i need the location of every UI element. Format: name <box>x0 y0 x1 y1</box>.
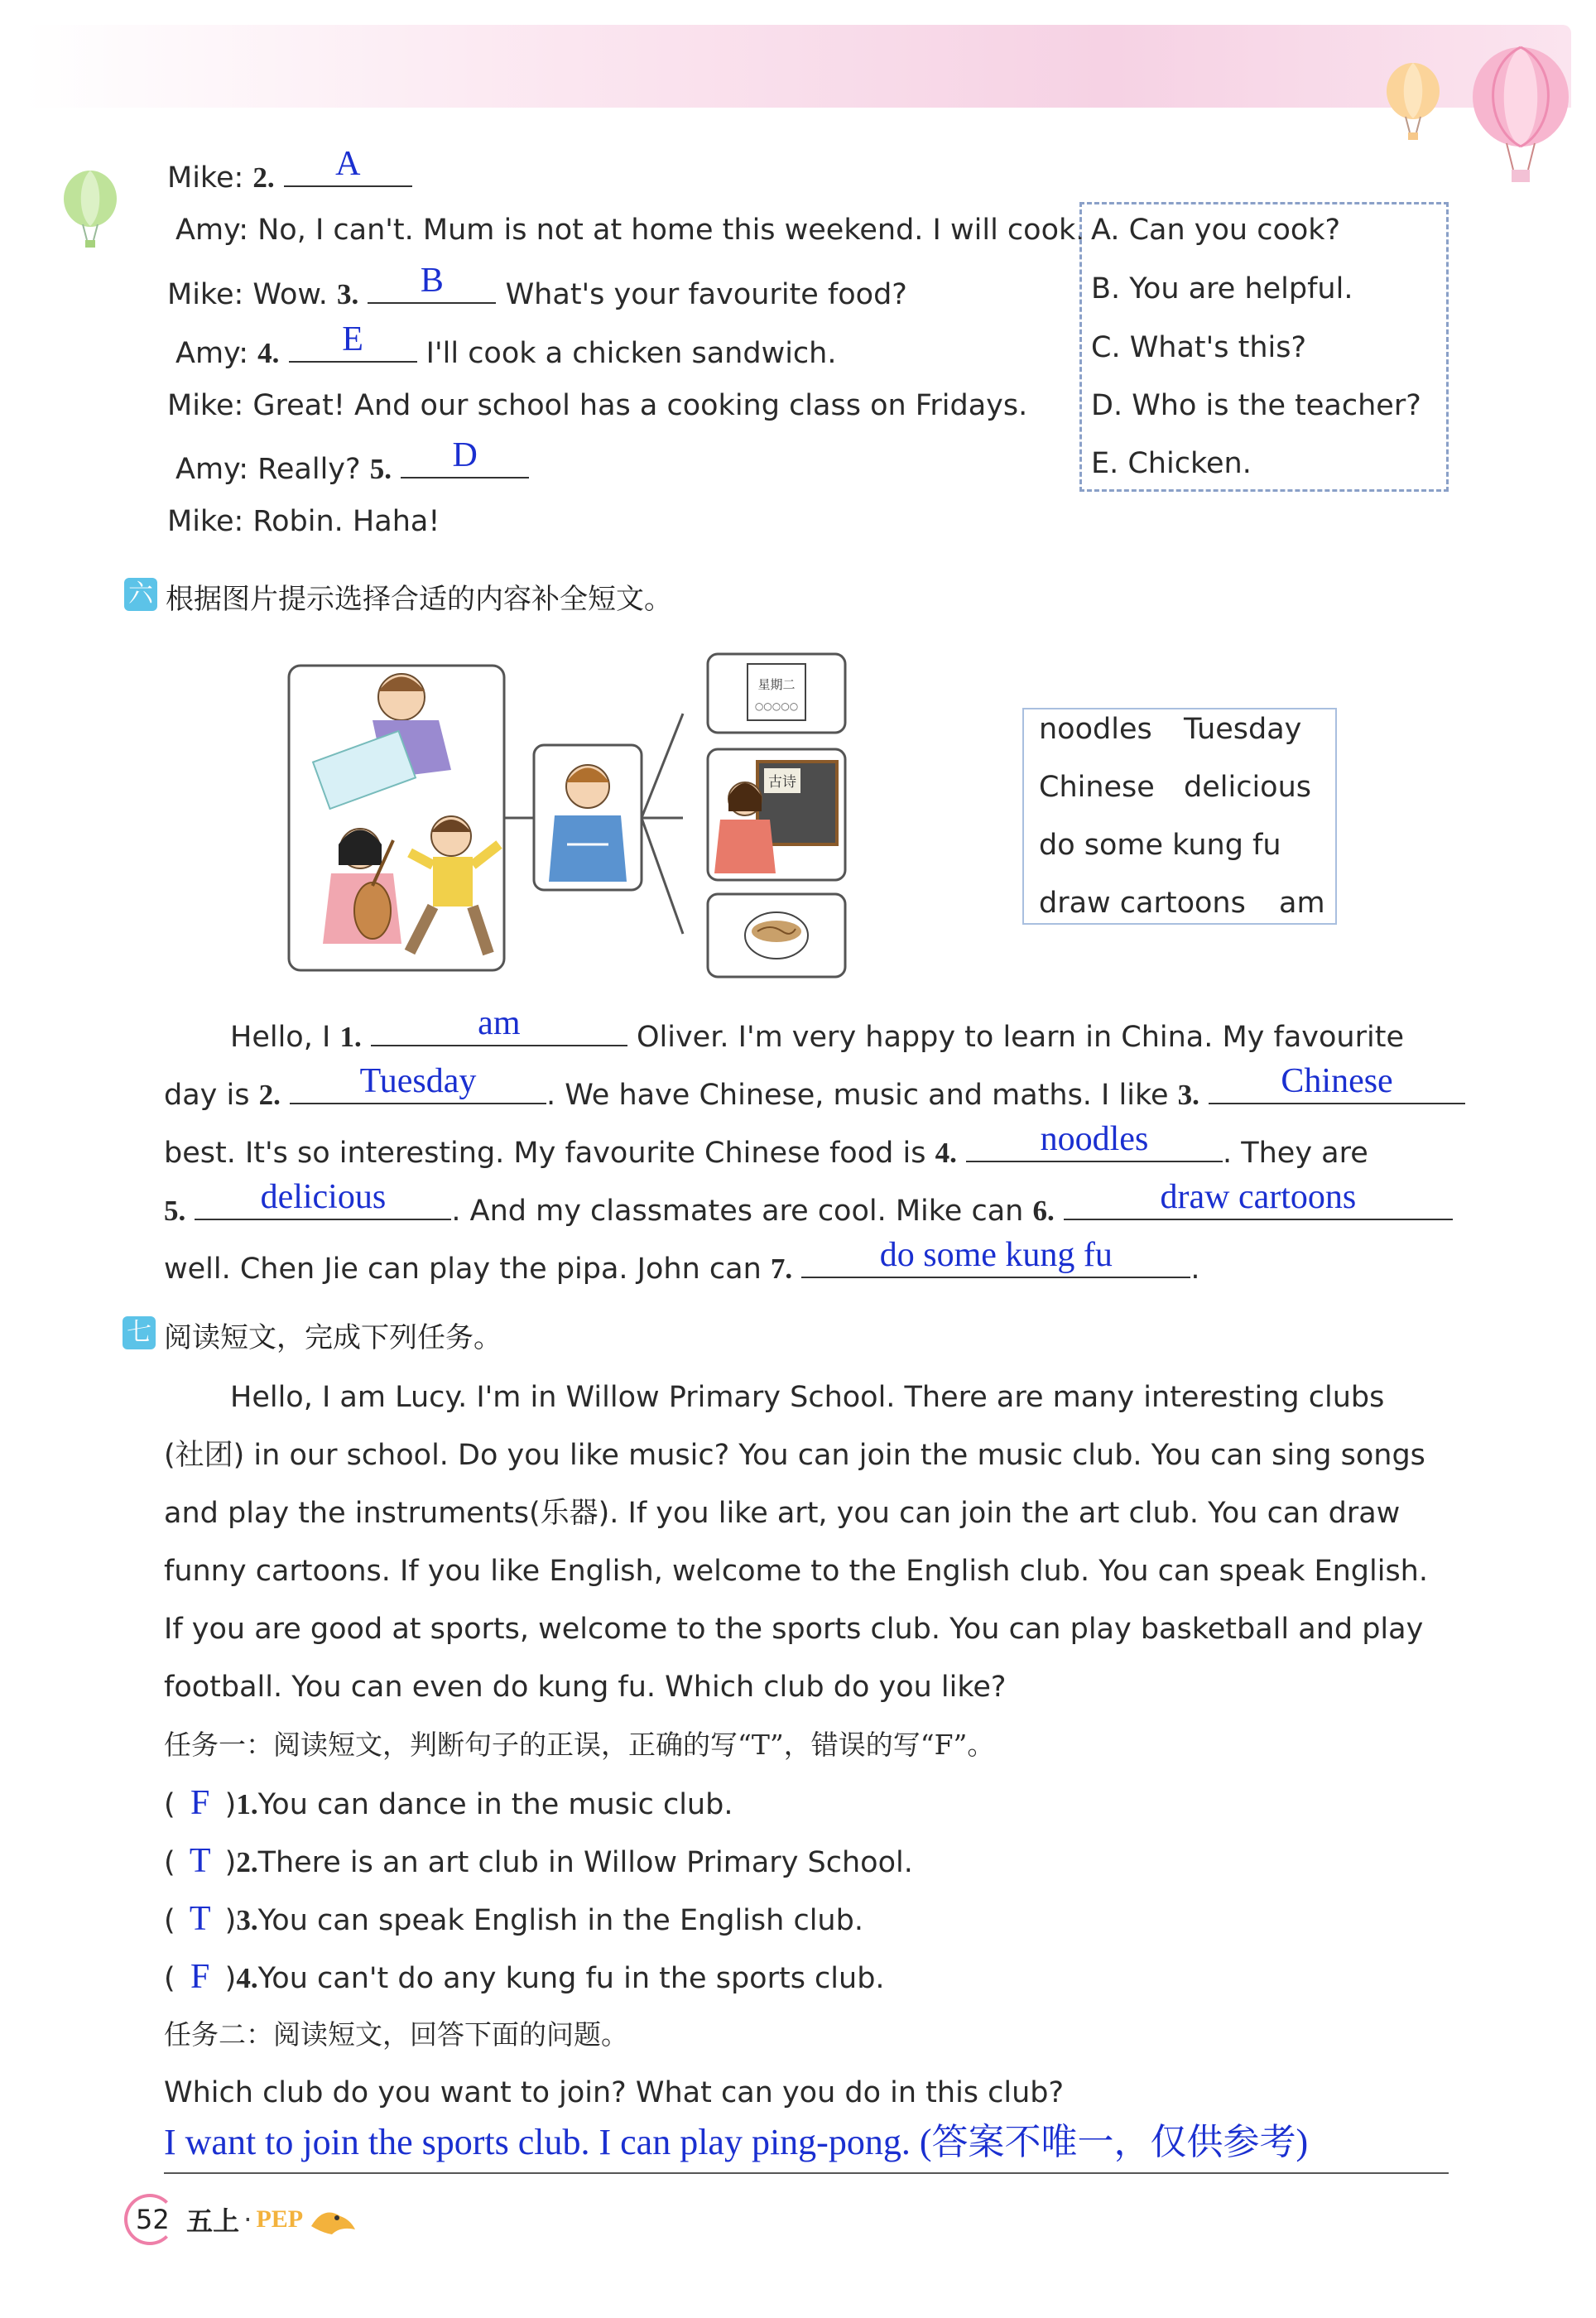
answer-text: delicious <box>260 1178 387 1216</box>
section-7-title: 阅读短文，完成下列任务。 <box>164 1321 502 1354</box>
edition-label: PEP <box>256 2205 304 2233</box>
footer <box>124 2194 357 2243</box>
answer-blank[interactable] <box>195 1178 451 1220</box>
passage-text: well. Chen Jie can play the pipa. John can <box>164 1253 762 1286</box>
question-number: 2. <box>252 161 275 194</box>
answer-text: A <box>335 145 361 183</box>
reading-line-1: Hello, I am Lucy. I'm in Willow Primary School. There are many interesting clubs <box>230 1381 1385 1414</box>
reading-line-6: football. You can even do kung fu. Which club do you like? <box>164 1671 1007 1704</box>
task-2-title: 任务二：阅读短文，回答下面的问题。 <box>164 2018 628 2051</box>
answer-text: noodles <box>1040 1120 1149 1158</box>
reading-line-3: and play the instruments(乐器). If you like art, you can join the art club. You can draw <box>164 1497 1401 1530</box>
header-band <box>25 25 1571 116</box>
separator: · <box>243 2204 252 2235</box>
judgement-text: There is an art club in Willow Primary School. <box>257 1846 913 1879</box>
option-e: E. Chicken. <box>1091 447 1252 480</box>
answer-blank[interactable] <box>284 145 412 187</box>
section-6-title: 根据图片提示选择合适的内容补全短文。 <box>166 583 672 616</box>
question-number: 4. <box>257 337 280 369</box>
answer-text: B <box>420 262 444 300</box>
answer-text: Tuesday <box>359 1062 477 1100</box>
speaker-mike: Mike: <box>167 161 244 195</box>
section-6-badge: 六 <box>124 578 157 611</box>
page-number: 52 <box>136 2204 170 2235</box>
passage-line-4 <box>164 1178 1453 1231</box>
passage-text: . <box>1190 1253 1200 1286</box>
reading-line-5: If you are good at sports, welcome to the sports club. You can play basketball and play <box>164 1613 1424 1646</box>
question-number: 4. <box>236 1962 258 1994</box>
dialogue-line-2: Amy: No, I can't. Mum is not at home this weekend. I will cook. <box>175 214 1085 247</box>
passage-text: Oliver. I'm very happy to learn in China. My favourite <box>636 1021 1404 1054</box>
answer-blank[interactable] <box>801 1236 1190 1278</box>
answer-text: do some kung fu <box>879 1236 1113 1274</box>
question-number: 6. <box>1032 1195 1055 1227</box>
question-number: 5. <box>369 453 392 485</box>
dialogue-line-3 <box>167 262 907 315</box>
calendar-label: 星期二 <box>757 677 796 692</box>
word-tuesday: Tuesday <box>1184 713 1302 746</box>
reading-line-2: (社团) in our school. Do you like music? You can join the music club. You can sing songs <box>164 1439 1425 1472</box>
dialogue-line-6 <box>175 436 529 489</box>
answer-text: D <box>452 436 478 474</box>
passage-line-1 <box>230 1004 1404 1057</box>
task-2-answer[interactable]: I want to join the sports club. I can play ping-pong. (答案不唯一，仅供参考) <box>164 2122 1309 2162</box>
judgement-answer[interactable]: T <box>189 1842 211 1880</box>
page-number-circle <box>124 2194 175 2245</box>
section-7-badge: 七 <box>123 1316 156 1349</box>
judgement-answer[interactable]: F <box>190 1958 210 1996</box>
judgement-text: You can dance in the music club. <box>257 1788 733 1821</box>
word-do-some-kung-fu: do some kung fu <box>1039 829 1281 862</box>
reading-line-4: funny cartoons. If you like English, welcome to the English club. You can speak English. <box>164 1555 1428 1588</box>
answer-blank[interactable] <box>371 1004 627 1046</box>
speaker-mike: Mike: Wow. <box>167 278 328 311</box>
passage-text: Hello, I <box>230 1021 331 1054</box>
answer-blank[interactable] <box>289 320 417 363</box>
judgement-1: ( F )1.You can dance in the music club. <box>164 1784 733 1822</box>
passage-text: day is <box>164 1079 250 1112</box>
green-balloon-icon <box>60 170 122 252</box>
dialogue-line-5: Mike: Great! And our school has a cooking class on Fridays. <box>167 389 1028 422</box>
dialogue-line-7: Mike: Robin. Haha! <box>167 505 440 538</box>
judgement-2: ( T )2.There is an art club in Willow Primary School. <box>164 1842 913 1880</box>
question-number: 2. <box>258 1079 281 1111</box>
task-2-question: Which club do you want to join? What can you do in this club? <box>164 2076 1065 2109</box>
small-balloon-icon <box>1382 62 1445 145</box>
passage-text: . They are <box>1222 1137 1368 1170</box>
answer-text: am <box>478 1004 521 1042</box>
speaker-amy: Amy: Really? <box>175 453 361 486</box>
answer-blank[interactable] <box>290 1062 546 1104</box>
option-a: A. Can you cook? <box>1091 214 1341 247</box>
word-chinese: Chinese <box>1039 771 1155 804</box>
answer-text: Chinese <box>1281 1062 1393 1100</box>
question-number: 3. <box>1177 1079 1199 1111</box>
answer-text: draw cartoons <box>1160 1178 1357 1216</box>
word-delicious: delicious <box>1184 771 1311 804</box>
bird-icon <box>307 2201 357 2238</box>
word-draw-cartoons: draw cartoons <box>1039 887 1246 920</box>
option-d: D. Who is the teacher? <box>1091 389 1421 422</box>
question-number: 7. <box>770 1253 793 1285</box>
answer-blank[interactable] <box>966 1120 1223 1162</box>
section-6-illustration <box>286 646 848 981</box>
passage-line-2 <box>164 1062 1465 1115</box>
question-number: 1. <box>236 1788 258 1820</box>
judgement-answer[interactable]: F <box>190 1784 210 1822</box>
answer-underline <box>164 2172 1449 2174</box>
passage-text: . We have Chinese, music and maths. I like <box>546 1079 1169 1112</box>
passage-line-3 <box>164 1120 1368 1173</box>
word-noodles: noodles <box>1039 713 1152 746</box>
answer-blank[interactable] <box>1209 1062 1465 1104</box>
question-number: 3. <box>236 1904 258 1936</box>
question-number: 2. <box>236 1846 258 1878</box>
question-number: 1. <box>339 1021 362 1053</box>
word-am: am <box>1279 887 1325 920</box>
judgement-text: You can't do any kung fu in the sports club. <box>257 1962 885 1995</box>
answer-text: E <box>342 320 363 358</box>
judgement-text: You can speak English in the English club. <box>257 1904 863 1937</box>
passage-text: . And my classmates are cool. Mike can <box>451 1195 1024 1228</box>
passage-line-5 <box>164 1236 1200 1289</box>
svg-text:○○○○○: ○○○○○ <box>754 700 799 712</box>
option-b: B. You are helpful. <box>1091 272 1353 305</box>
answer-blank[interactable] <box>1064 1178 1453 1220</box>
passage-text: best. It's so interesting. My favourite Chinese food is <box>164 1137 926 1170</box>
dialogue-line-4 <box>175 320 837 373</box>
judgement-answer[interactable]: T <box>189 1900 211 1938</box>
dialogue-text: What's your favourite food? <box>505 278 907 311</box>
question-number: 5. <box>164 1195 186 1227</box>
answer-blank[interactable] <box>401 436 529 479</box>
speaker-amy: Amy: <box>175 337 248 370</box>
question-number: 3. <box>337 278 359 310</box>
dialogue-line-1 <box>167 145 412 198</box>
question-number: 4. <box>935 1137 957 1169</box>
answer-blank[interactable] <box>368 262 496 304</box>
option-c: C. What's this? <box>1091 331 1307 364</box>
grade-label: 五上 <box>186 2205 240 2237</box>
judgement-3: ( T )3.You can speak English in the English club. <box>164 1900 863 1938</box>
blackboard-label: 古诗 <box>768 774 796 791</box>
judgement-4: ( F )4.You can't do any kung fu in the sports club. <box>164 1958 885 1996</box>
task-1-title: 任务一：阅读短文，判断句子的正误，正确的写“T”，错误的写“F”。 <box>164 1729 995 1761</box>
hot-air-balloon-icon <box>1465 46 1577 190</box>
dialogue-text: I'll cook a chicken sandwich. <box>425 337 837 370</box>
